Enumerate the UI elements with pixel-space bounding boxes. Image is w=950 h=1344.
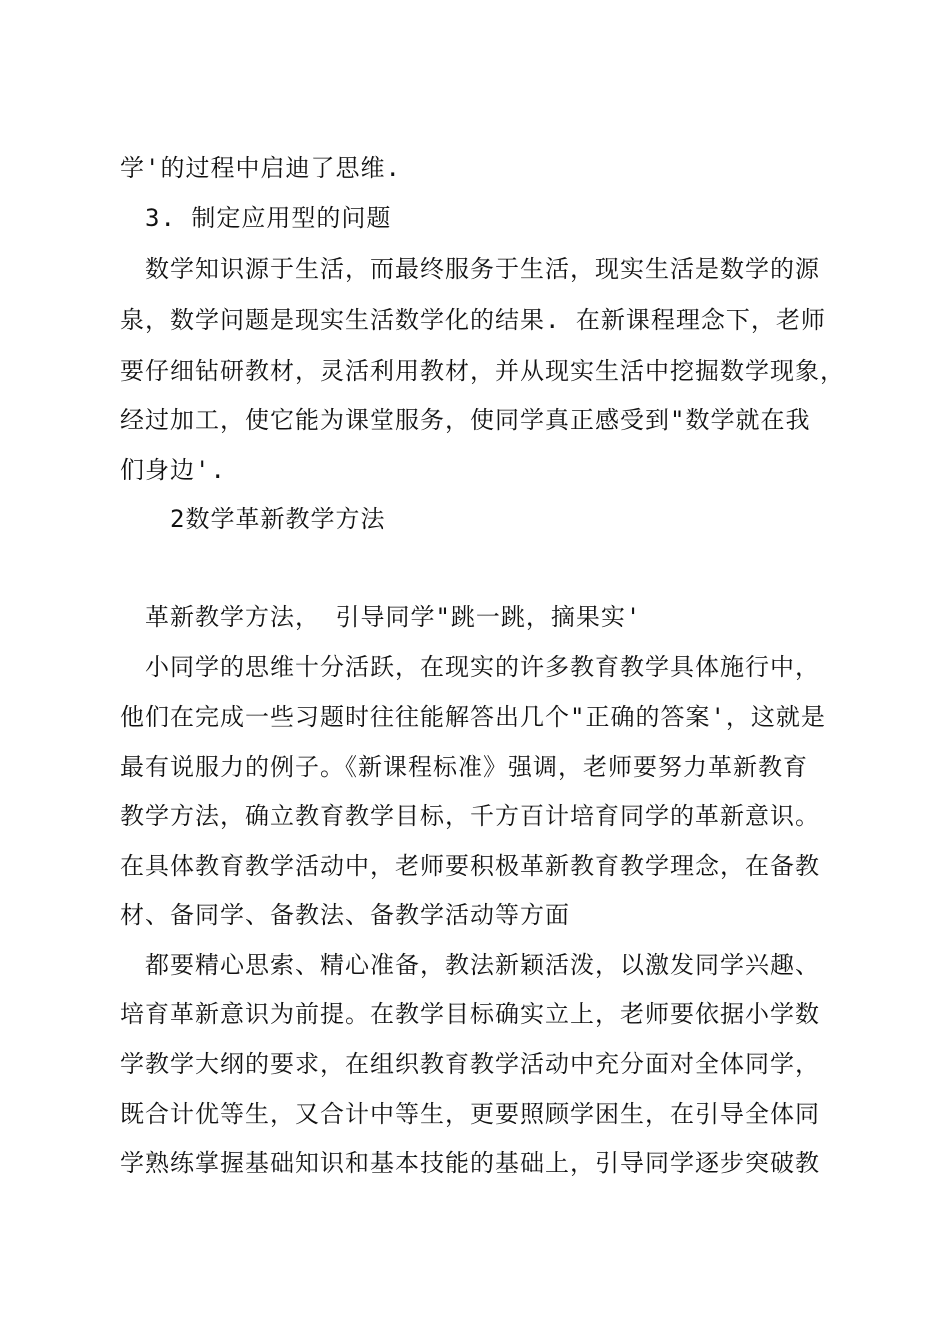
text-line: 学教学大纲的要求，在组织教育教学活动中充分面对全体同学， xyxy=(120,1050,820,1078)
text-line: 教学方法，确立教育教学目标，千方百计培育同学的革新意识。 xyxy=(120,802,820,830)
text-line: 数学知识源于生活，而最终服务于生活，现实生活是数学的源 xyxy=(145,255,820,283)
text-line: 他们在完成一些习题时往往能解答出几个"正确的答案'，这就是 xyxy=(120,703,826,731)
text-line: 材、备同学、备教法、备教学活动等方面 xyxy=(120,901,570,929)
section-heading: 3. 制定应用型的问题 xyxy=(145,204,392,232)
text-line: 泉，数学问题是现实生活数学化的结果. 在新课程理念下，老师 xyxy=(120,306,826,334)
text-line: 学'的过程中启迪了思维. xyxy=(120,154,401,182)
text-line: 要仔细钻研教材，灵活利用教材，并从现实生活中挖掘数学现象， xyxy=(120,357,845,385)
text-line: 最有说服力的例子。《新课程标准》强调，老师要努力革新教育 xyxy=(120,753,808,781)
text-line: 们身边'. xyxy=(120,456,226,484)
subheading: 革新教学方法， 引导同学"跳一跳，摘果实' xyxy=(145,603,642,631)
text-line: 在具体教育教学活动中，老师要积极革新教育教学理念，在备教 xyxy=(120,852,820,880)
text-line: 经过加工，使它能为课堂服务，使同学真正感受到"数学就在我 xyxy=(120,406,811,434)
section-heading: 2数学革新教学方法 xyxy=(170,505,386,533)
text-line: 小同学的思维十分活跃，在现实的许多教育教学具体施行中， xyxy=(145,653,820,681)
text-line: 都要精心思索、精心准备，教法新颖活泼，以激发同学兴趣、 xyxy=(145,951,820,979)
text-line: 培育革新意识为前提。在教学目标确实立上，老师要依据小学数 xyxy=(120,1000,820,1028)
text-line: 学熟练掌握基础知识和基本技能的基础上，引导同学逐步突破教 xyxy=(120,1149,820,1177)
text-line: 既合计优等生，又合计中等生，更要照顾学困生，在引导全体同 xyxy=(120,1100,820,1128)
